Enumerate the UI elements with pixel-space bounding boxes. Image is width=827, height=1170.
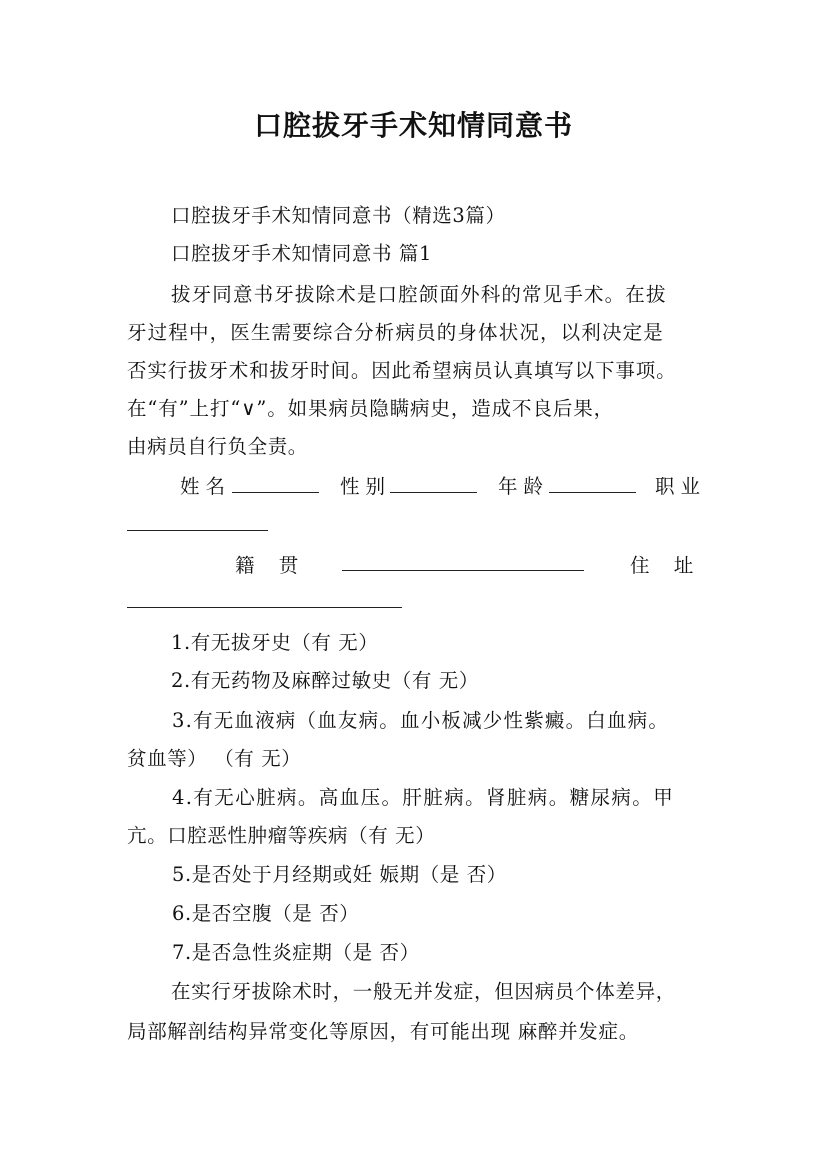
gender-blank[interactable] — [390, 492, 477, 493]
address-blank[interactable] — [127, 607, 402, 608]
occupation-blank[interactable] — [127, 530, 268, 531]
question-5: 5.是否处于月经期或妊 娠期（是 否） — [172, 863, 507, 886]
intro-line-2: 牙过程中，医生需要综合分析病员的身体状况，以利决定是 — [127, 321, 664, 344]
question-4-cont: 亢。口腔恶性肿瘤等疾病（有 无） — [127, 824, 436, 847]
gender-label: 性别 — [340, 475, 392, 498]
address-label: 住 址 — [630, 554, 694, 577]
question-3: 3.有无血液病（血友病。血小板减少性紫癜。白血病。 — [172, 709, 670, 732]
question-6: 6.是否空腹（是 否） — [172, 902, 360, 925]
question-1: 1.有无拔牙史（有 无） — [171, 631, 379, 654]
question-7: 7.是否急性炎症期（是 否） — [172, 941, 420, 964]
age-blank[interactable] — [549, 492, 636, 493]
question-2: 2.有无药物及麻醉过敏史（有 无） — [171, 669, 480, 692]
intro-line-1: 拔牙同意书牙拔除术是口腔颌面外科的常见手术。在拔 — [171, 283, 667, 306]
intro-line-3: 否实行拔牙术和拔牙时间。因此希望病员认真填写以下事项。 — [127, 359, 677, 382]
native-place-label: 籍 贯 — [235, 554, 299, 577]
age-label: 年龄 — [498, 475, 550, 498]
page-title: 口腔拔牙手术知情同意书 — [253, 109, 573, 142]
closing-line-2: 局部解剖结构异常变化等原因，有可能出现 麻醉并发症。 — [127, 1020, 639, 1043]
intro-line-4: 在“有”上打“∨”。如果病员隐瞒病史，造成不良后果， — [127, 397, 615, 420]
subtitle: 口腔拔牙手术知情同意书（精选3篇） — [171, 204, 506, 227]
name-blank[interactable] — [232, 492, 319, 493]
occupation-label: 职业 — [655, 475, 707, 498]
closing-line-1: 在实行牙拔除术时，一般无并发症，但因病员个体差异， — [171, 980, 677, 1003]
name-label: 姓名 — [180, 475, 232, 498]
question-4: 4.有无心脏病。高血压。肝脏病。肾脏病。糖尿病。甲 — [172, 786, 675, 809]
native-place-blank[interactable] — [342, 570, 584, 571]
section-heading: 口腔拔牙手术知情同意书 篇1 — [171, 242, 433, 265]
question-3-cont: 贫血等） （有 无） — [127, 747, 302, 770]
intro-line-5: 由病员自行负全责。 — [127, 435, 308, 458]
